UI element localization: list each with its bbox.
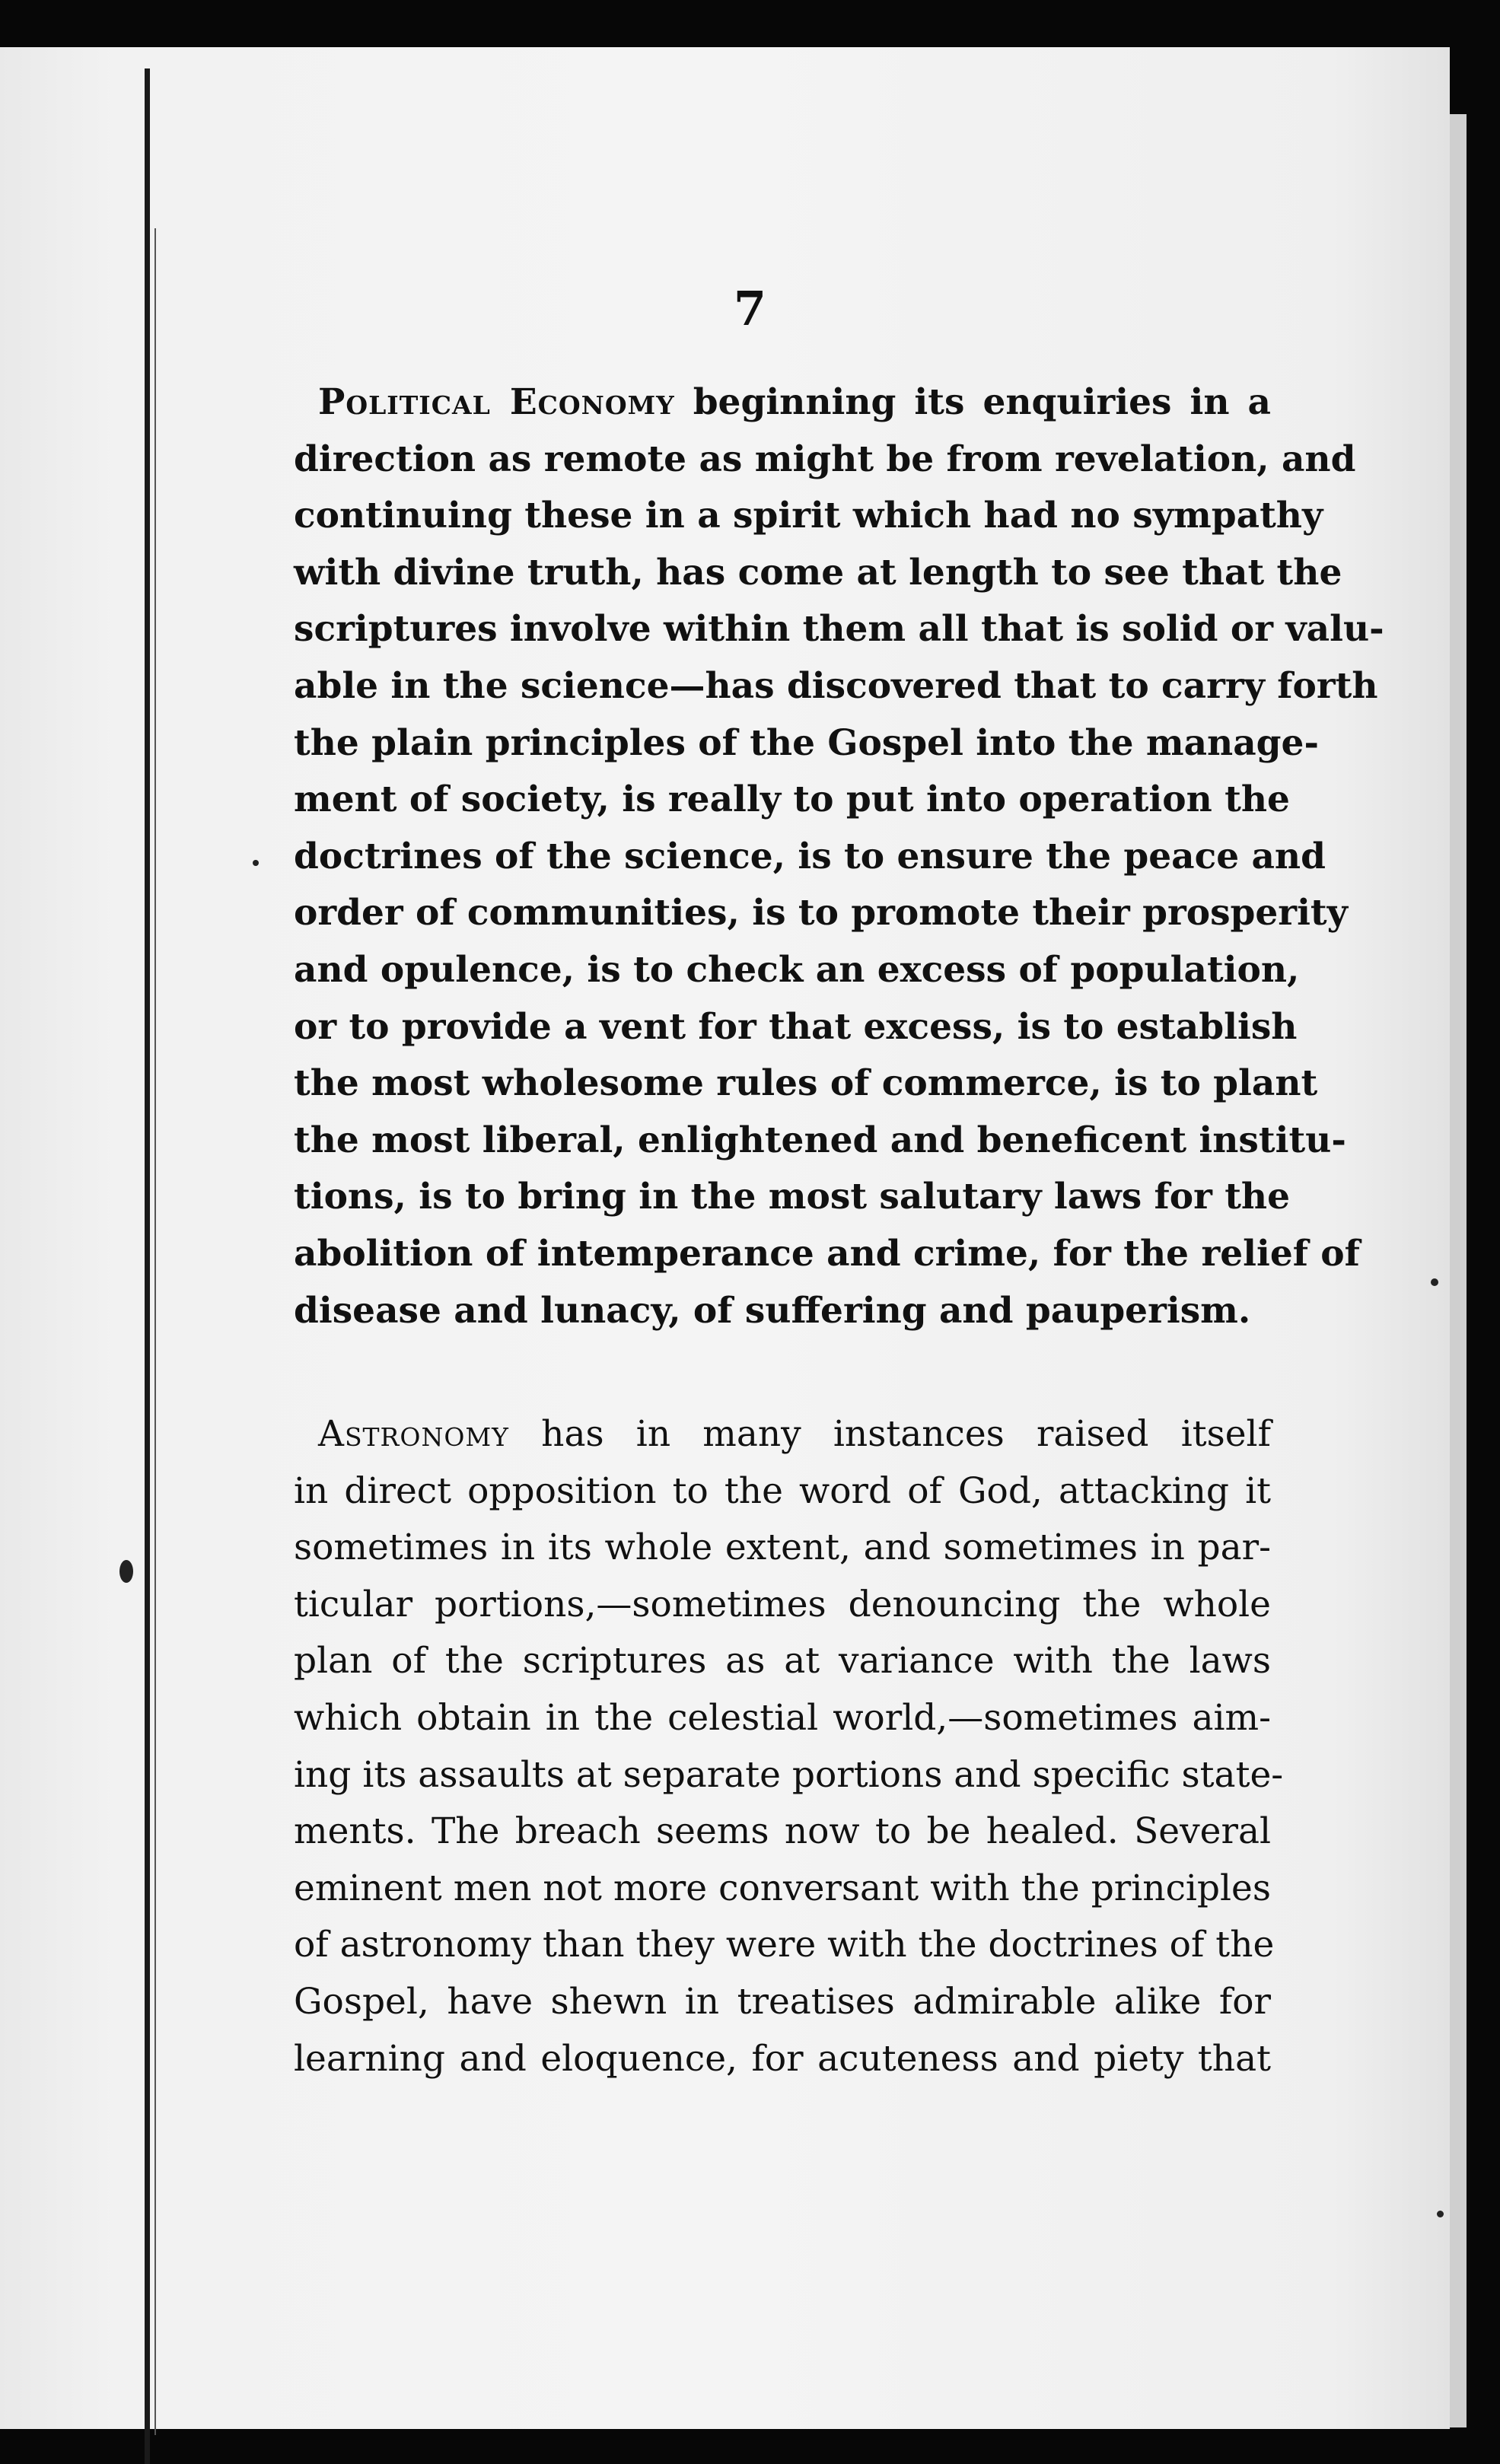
text-line: with divine truth, has come at length to see that the	[294, 551, 1342, 594]
text-line: ing its assaults at separate portions and specific state-	[294, 1753, 1284, 1796]
text-line: of astronomy than they were with the doctrines of the	[294, 1924, 1275, 1966]
text-line: Astronomy has in many instances raised itself	[318, 1413, 1271, 1455]
scan-speck	[1431, 1278, 1438, 1286]
text-line: which obtain in the celestial world,—sometimes aim-	[294, 1696, 1271, 1739]
text-line: and opulence, is to check an excess of population,	[294, 948, 1300, 991]
page-number: 7	[733, 281, 767, 336]
text-line: plan of the scriptures as at variance with the laws	[294, 1640, 1271, 1682]
binding-gutter-line	[145, 68, 150, 2464]
lead-term: Astronomy	[318, 1413, 509, 1455]
text-line: the most liberal, enlightened and beneficent institu-	[294, 1119, 1346, 1161]
text-line: sometimes in its whole extent, and sometimes in par-	[294, 1526, 1271, 1569]
page-edge-shadow	[1450, 114, 1467, 2427]
text-line: ticular portions,—sometimes denouncing the whole	[294, 1583, 1271, 1625]
text-line: ments. The breach seems now to be healed. Several	[294, 1810, 1271, 1853]
text-line: doctrines of the science, is to ensure the peace and	[294, 835, 1326, 877]
text-line: scriptures involve within them all that is solid or valu-	[294, 608, 1384, 651]
text-line: or to provide a vent for that excess, is to establish	[294, 1005, 1298, 1048]
text-line: in direct opposition to the word of God, attacking it	[294, 1469, 1271, 1512]
text-line: direction as remote as might be from revelation, and	[294, 438, 1356, 480]
text-line: learning and eloquence, for acuteness and piety that	[294, 2037, 1271, 2080]
binding-gutter-shadow	[154, 228, 156, 2435]
text-line: the plain principles of the Gospel into the manage-	[294, 721, 1319, 764]
scan-speck	[253, 860, 259, 866]
scan-speck	[119, 1560, 133, 1583]
text-line: abolition of intemperance and crime, for the relief of	[294, 1232, 1360, 1275]
lead-term: Political Economy	[318, 381, 675, 423]
text-line: eminent men not more conversant with the principles	[294, 1867, 1271, 1909]
text-line: tions, is to bring in the most salutary laws for the	[294, 1176, 1291, 1218]
text-line: order of communities, is to promote their prosperity	[294, 892, 1348, 934]
paragraph-political-economy	[294, 374, 1384, 1339]
text-line: Gospel, have shewn in treatises admirable alike for	[294, 1980, 1271, 2023]
scan-speck	[1437, 2211, 1444, 2217]
text-line: the most wholesome rules of commerce, is to plant	[294, 1062, 1318, 1105]
text-line: continuing these in a spirit which had no sympathy	[294, 495, 1323, 537]
text-line: Political Economy beginning its enquiries in a	[318, 381, 1271, 423]
text-line: ment of society, is really to put into operation the	[294, 778, 1290, 821]
text-line: able in the science—has discovered that to carry forth	[294, 664, 1378, 707]
text-line: disease and lunacy, of suffering and pauperism.	[294, 1289, 1251, 1332]
paragraph-astronomy	[294, 1406, 1284, 2087]
